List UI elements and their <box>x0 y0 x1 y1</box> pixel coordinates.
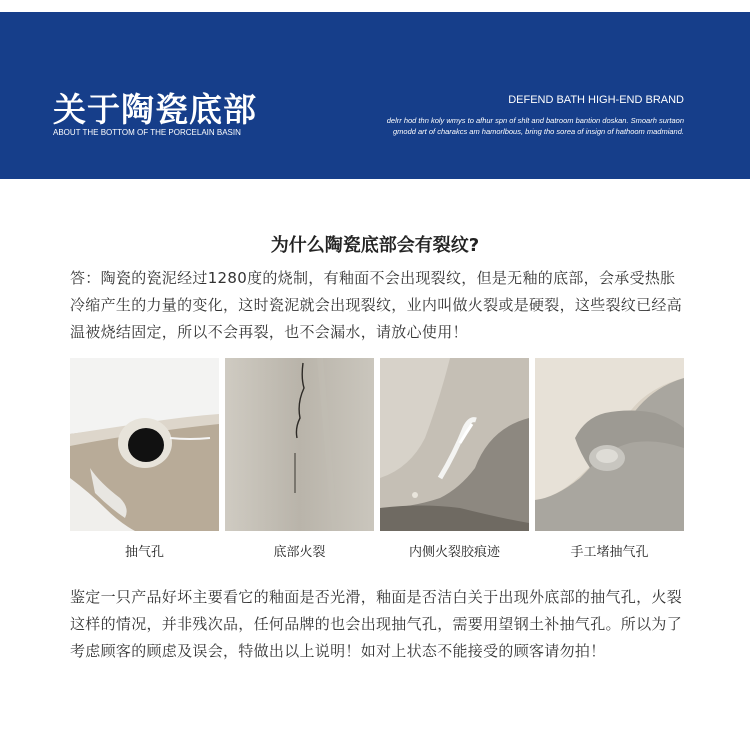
photo-caption: 抽气孔 <box>124 545 164 560</box>
note-paragraph: 鉴定一只产品好坏主要看它的釉面是否光滑，釉面是否洁白关于出现外底部的抽气孔，火裂这样的情况，并非残次品，任何品牌的也会出现抽气孔，需要用望钢土补抽气孔。所以为了考虑顾客的顾虑及误会，特做出以上说明！如对上状态不能接受的顾客请勿拍！ <box>70 588 683 660</box>
vent-hole-photo <box>70 358 219 531</box>
banner-title: 关于陶瓷底部 <box>53 90 257 129</box>
banner-subtitle: ABOUT THE BOTTOM OF THE PORCELAIN BASIN <box>53 128 241 137</box>
photo-row <box>70 358 684 531</box>
brand-label: DEFEND BATH HIGH-END BRAND <box>508 94 684 106</box>
question-heading: 为什么陶瓷底部会有裂纹? <box>270 235 480 256</box>
bottom-crack-photo <box>225 358 374 531</box>
header-banner <box>0 12 750 179</box>
inner-crack-glue-photo <box>380 358 529 531</box>
brand-description: delrr hod thn koly wmys to afhur spn of shlt and batroom bantion doskan. Smoarh surtaon gmodd art of charakcs am hamorlbous, bring tho sorea of insign of hathoom madmiand. <box>386 116 684 136</box>
photo-caption: 内侧火裂胶痕迹 <box>408 545 500 560</box>
photo-caption: 手工堵抽气孔 <box>570 545 649 560</box>
plugged-vent-hole-photo <box>535 358 684 531</box>
photo-caption: 底部火裂 <box>273 545 326 560</box>
answer-paragraph: 答：陶瓷的瓷泥经过1280度的烧制，有釉面不会出现裂纹，但是无釉的底部，会承受热胀冷缩产生的力量的变化，这时瓷泥就会出现裂纹，业内叫做火裂或是硬裂，这些裂纹已经高温被烧结固定，所以不会再裂，也不会漏水，请放心使用！ <box>70 269 683 341</box>
